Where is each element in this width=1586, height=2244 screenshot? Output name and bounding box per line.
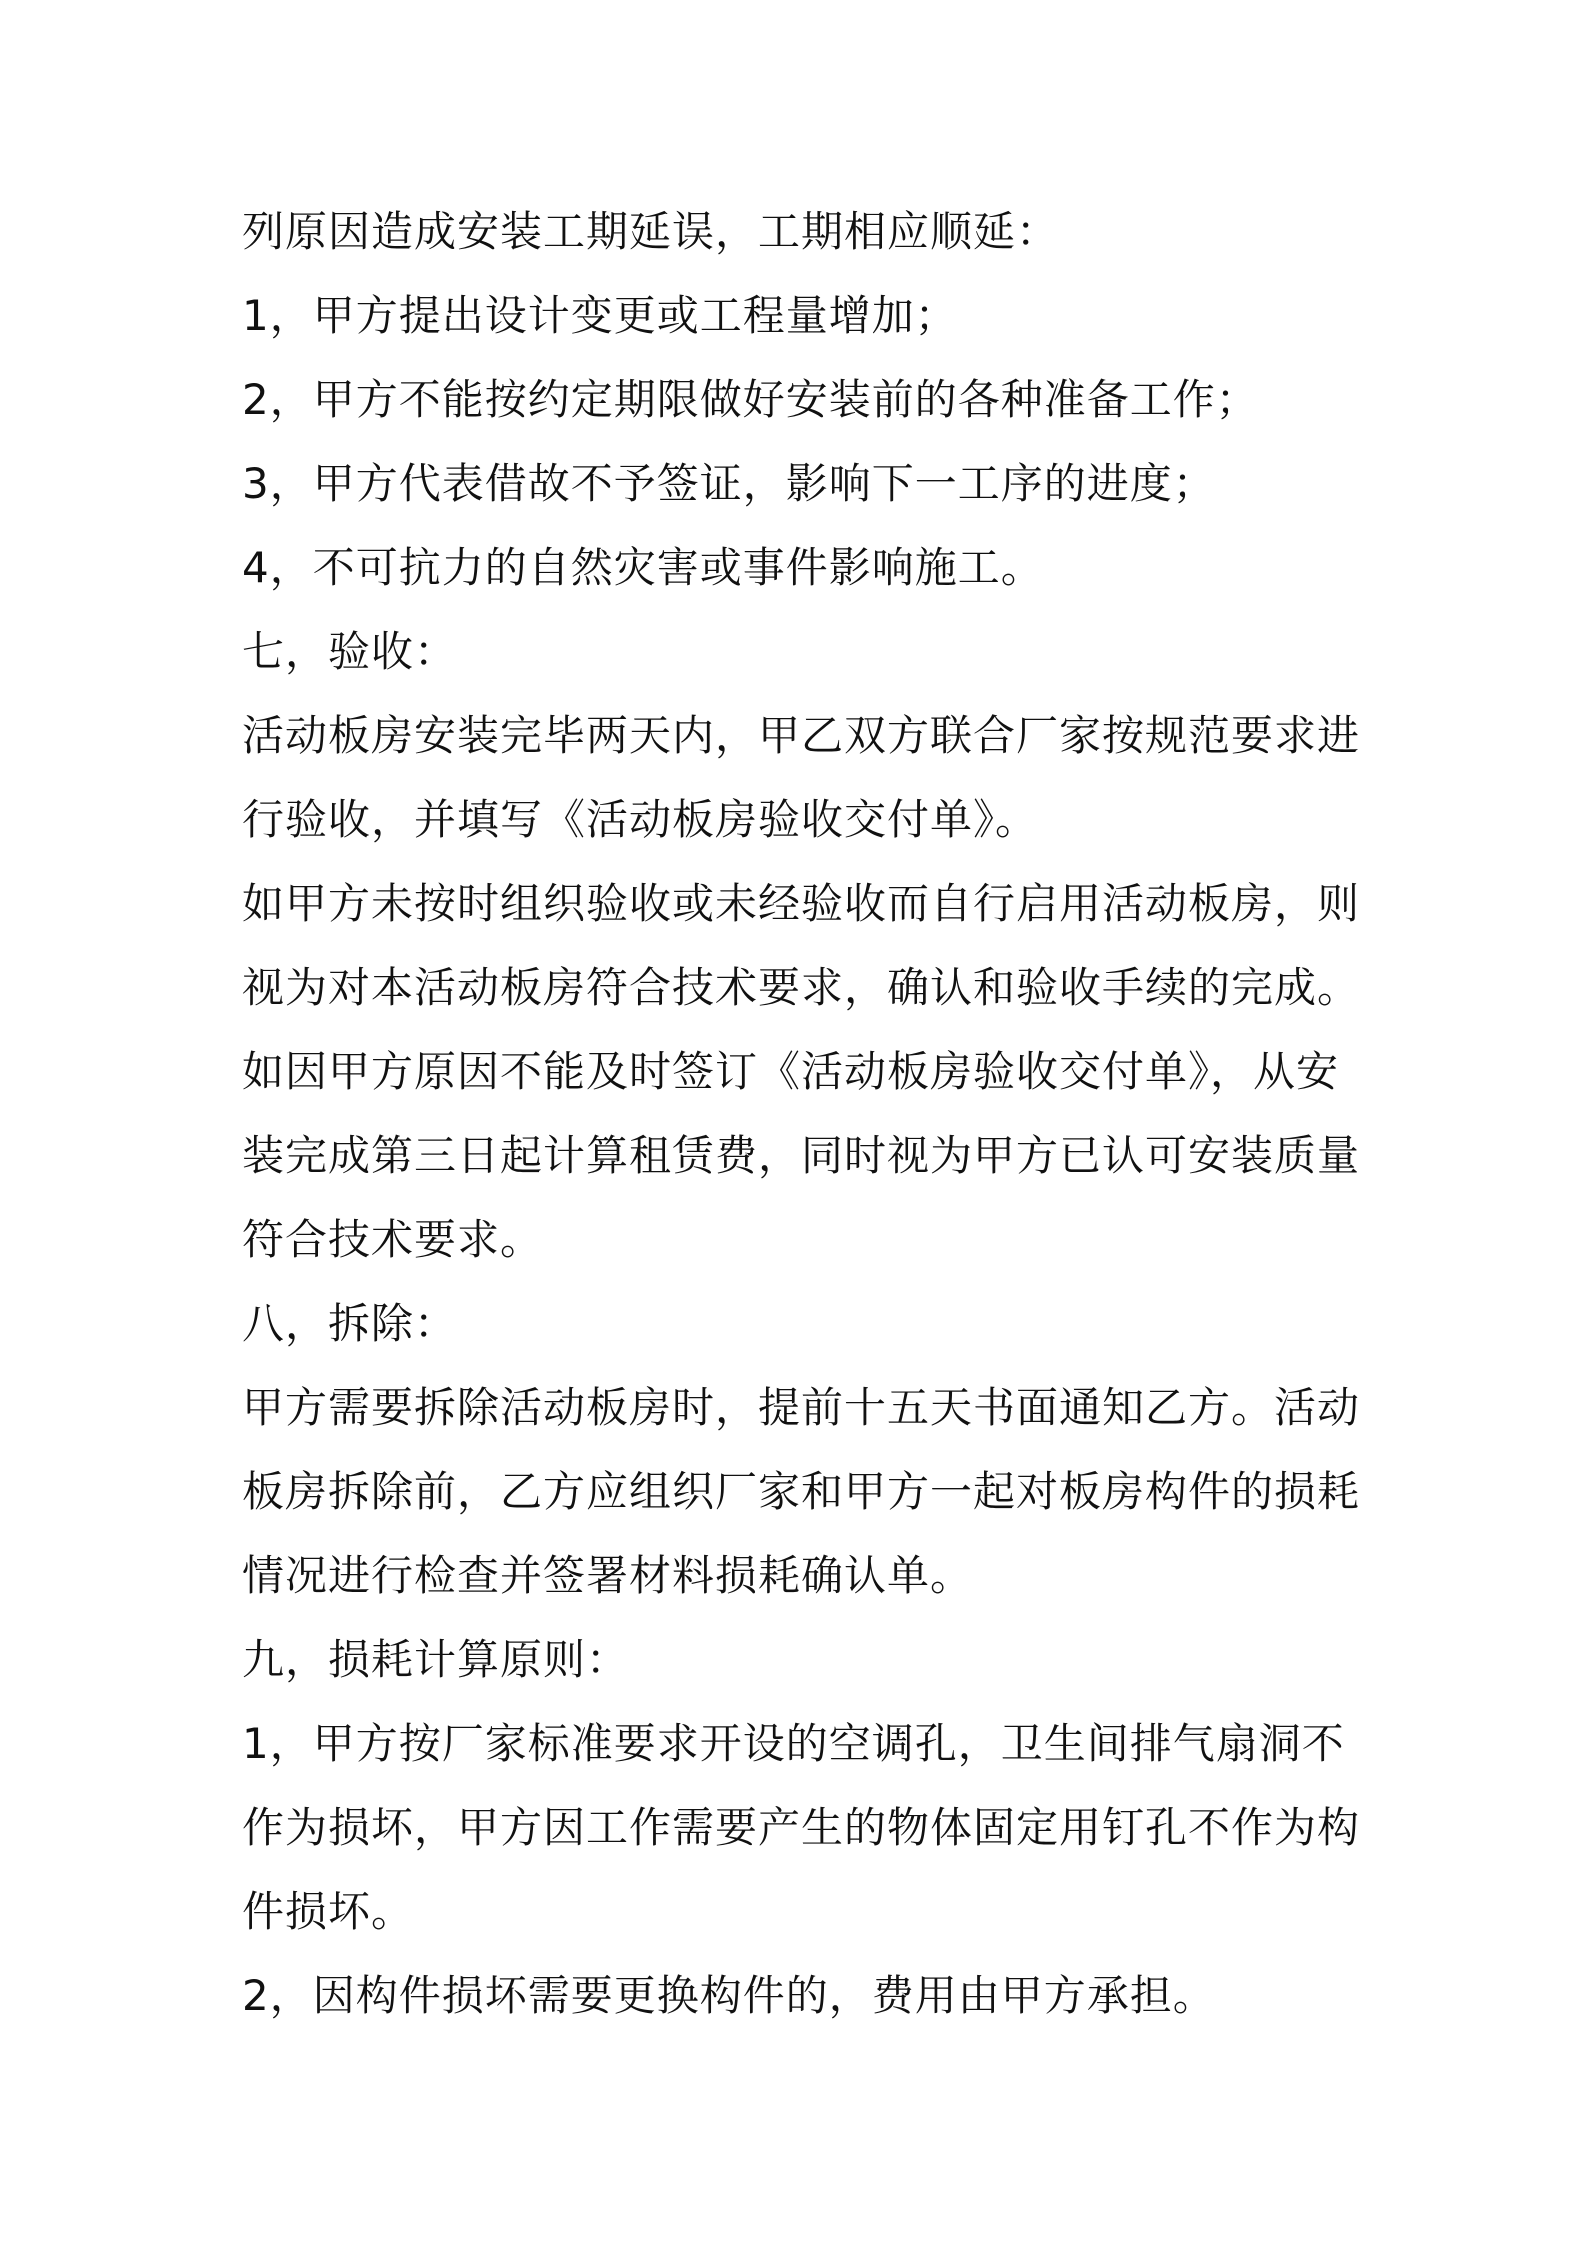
section-heading-acceptance: 七，验收： [242, 627, 458, 676]
list-item-2: 2，甲方不能按约定期限做好安装前的各种准备工作； [242, 375, 1259, 424]
list-item-3: 3，甲方代表借故不予签证，影响下一工序的进度； [242, 459, 1216, 508]
text-line: 作为损坏，甲方因工作需要产生的物体固定用钉孔不作为构 [242, 1803, 1361, 1852]
list-item-2: 2，因构件损坏需要更换构件的，费用由甲方承担。 [242, 1971, 1216, 2020]
text-line: 板房拆除前，乙方应组织厂家和甲方一起对板房构件的损耗 [242, 1467, 1361, 1516]
text-line: 如因甲方原因不能及时签订《活动板房验收交付单》，从安 [242, 1047, 1340, 1096]
text-line: 列原因造成安装工期延误，工期相应顺延： [242, 207, 1060, 256]
text-line: 符合技术要求。 [242, 1215, 544, 1264]
text-line: 件损坏。 [242, 1887, 415, 1936]
text-line: 行验收，并填写《活动板房验收交付单》。 [242, 795, 1039, 844]
list-item-4: 4，不可抗力的自然灾害或事件影响施工。 [242, 543, 1044, 592]
text-line: 装完成第三日起计算租赁费，同时视为甲方已认可安装质量 [242, 1131, 1361, 1180]
text-line: 甲方需要拆除活动板房时，提前十五天书面通知乙方。活动 [242, 1383, 1361, 1432]
text-line: 活动板房安装完毕两天内，甲乙双方联合厂家按规范要求进 [242, 711, 1361, 760]
list-item-1: 1，甲方按厂家标准要求开设的空调孔，卫生间排气扇洞不 [242, 1719, 1345, 1768]
section-heading-dismantling: 八，拆除： [242, 1299, 458, 1348]
list-item-1: 1，甲方提出设计变更或工程量增加； [242, 291, 958, 340]
document-body [242, 190, 1362, 2038]
text-line: 视为对本活动板房符合技术要求，确认和验收手续的完成。 [242, 963, 1361, 1012]
section-heading-loss-calculation: 九，损耗计算原则： [242, 1635, 630, 1684]
text-line: 情况进行检查并签署材料损耗确认单。 [242, 1551, 974, 1600]
text-line: 如甲方未按时组织验收或未经验收而自行启用活动板房，则 [242, 879, 1361, 928]
